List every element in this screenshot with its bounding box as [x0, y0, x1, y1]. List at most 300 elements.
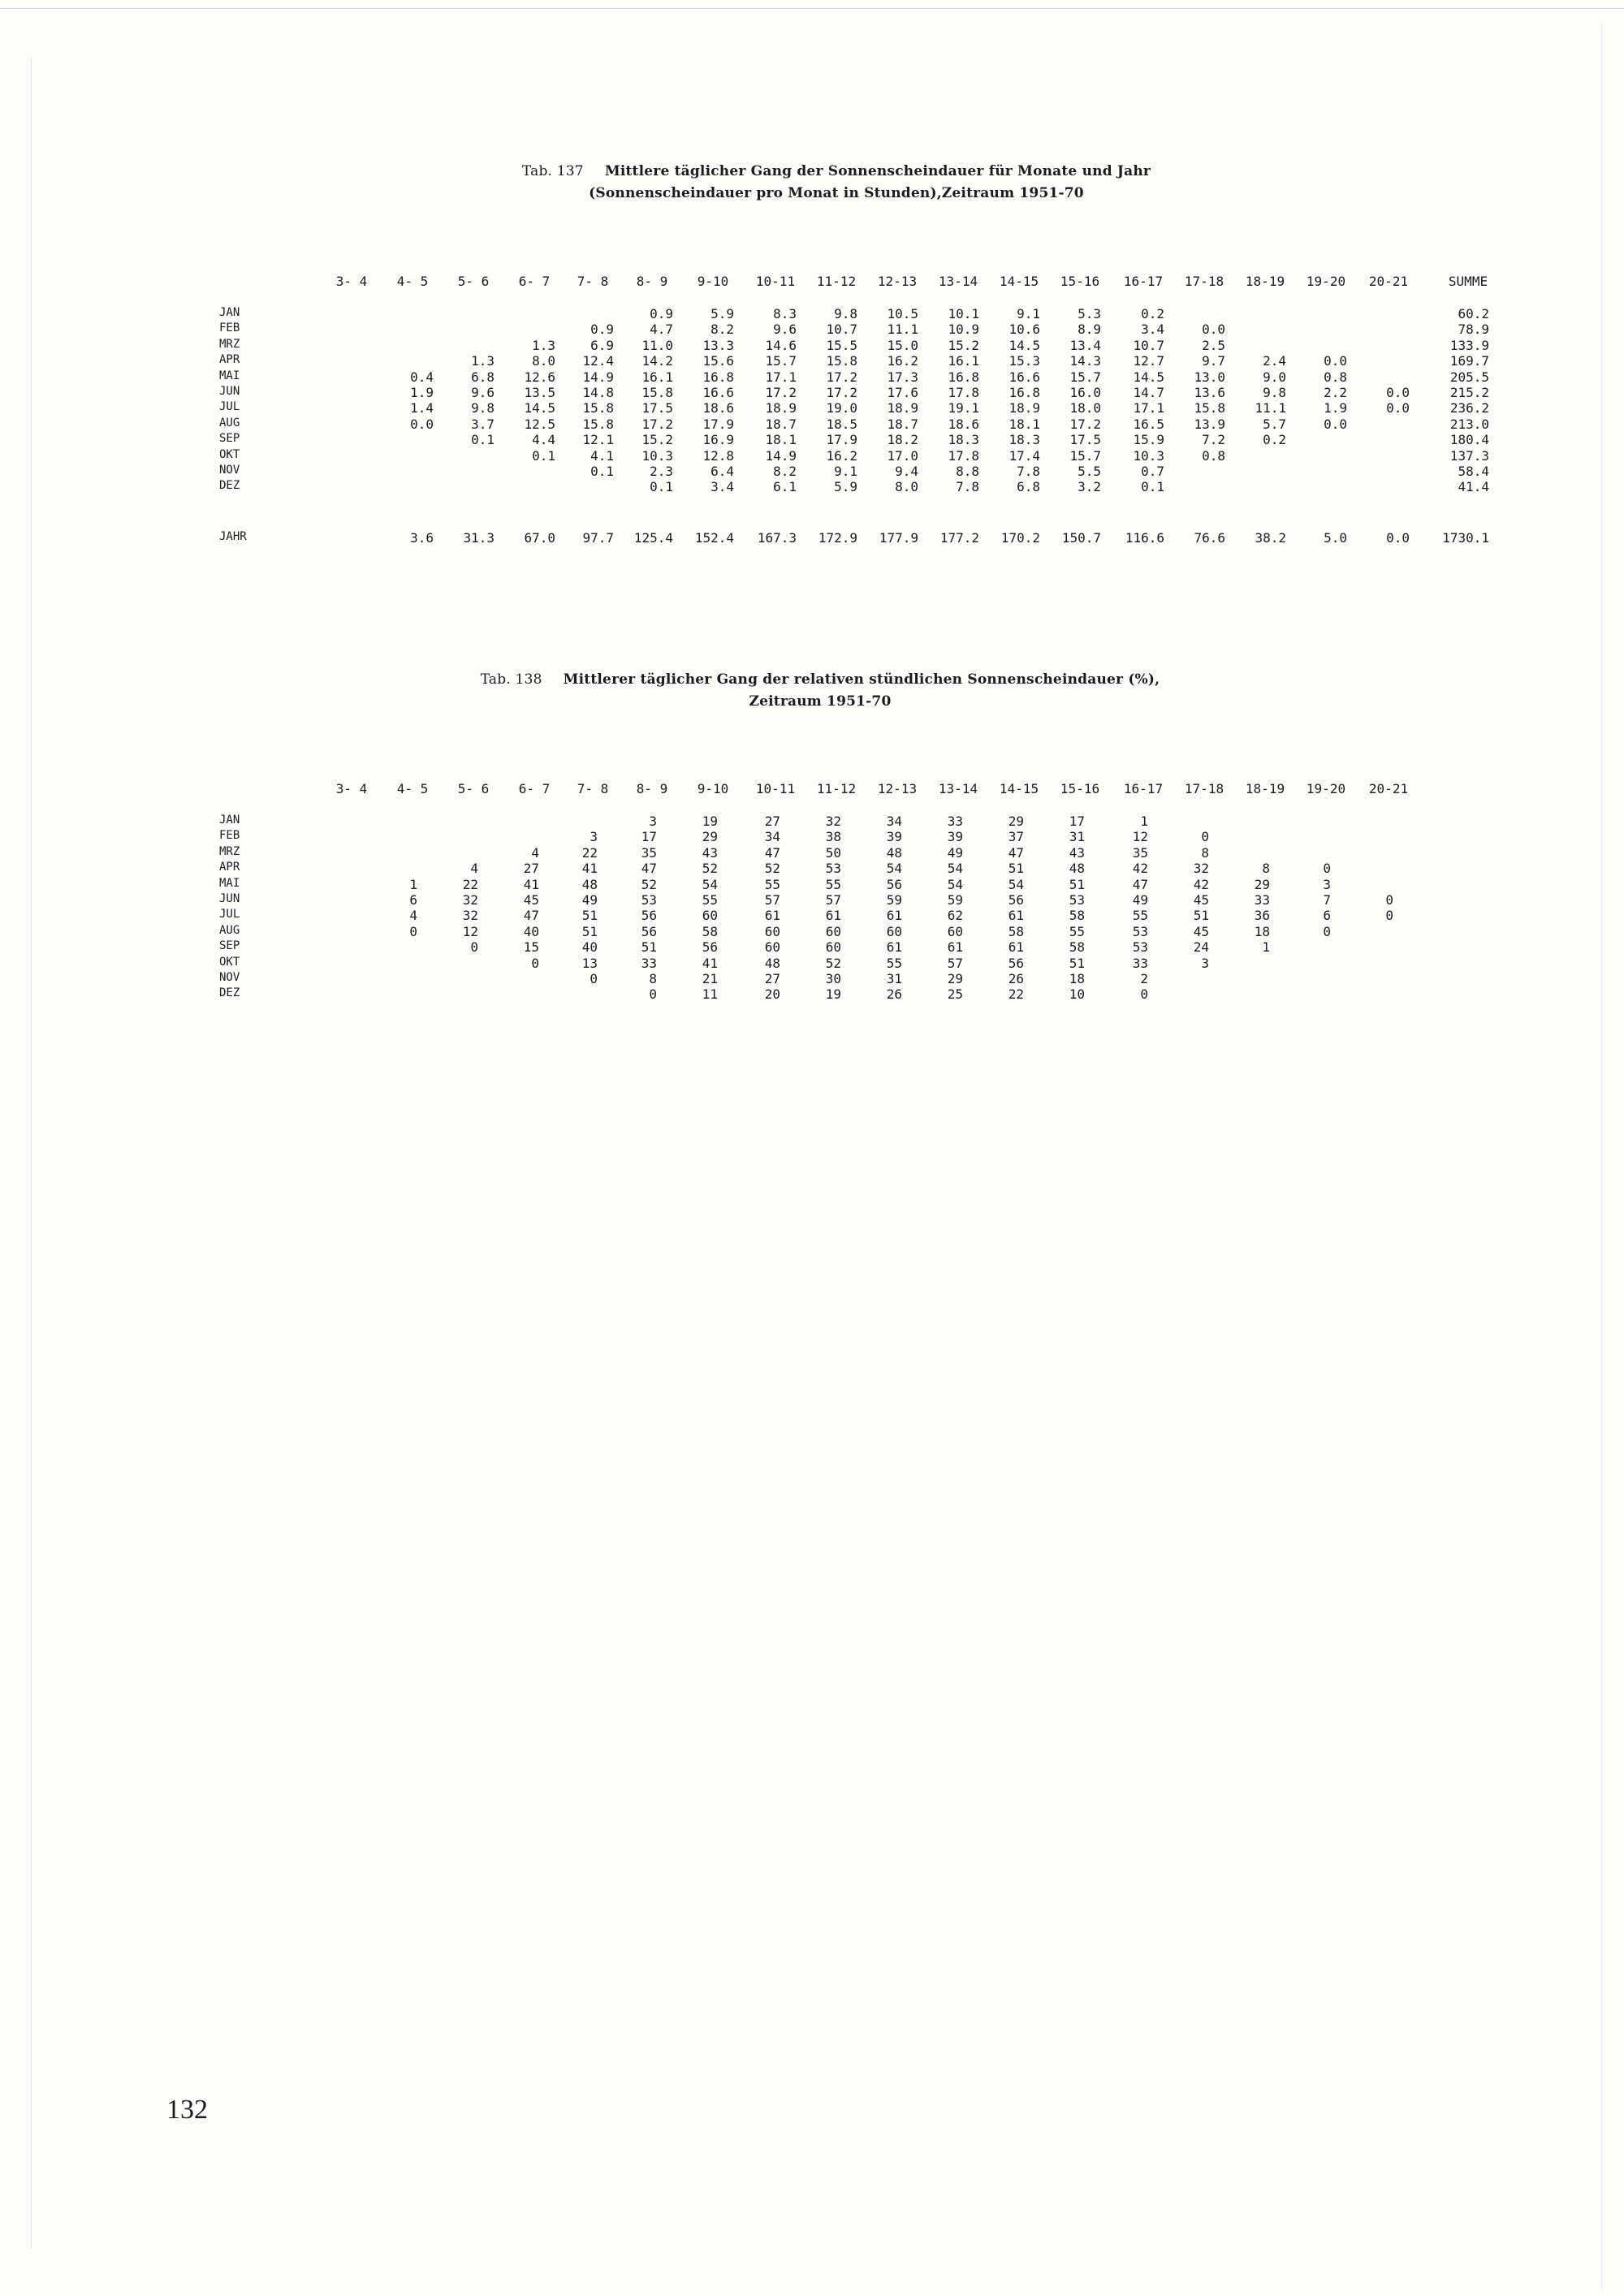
table-cell: 15.8: [641, 385, 673, 400]
table-cell: 60: [702, 908, 718, 924]
table-cell: 48: [764, 955, 780, 971]
table-cell: 54: [947, 876, 963, 892]
table-cell: 0.1: [650, 479, 673, 495]
table-cell: 8: [1262, 861, 1270, 877]
column-header: 19-20: [1306, 781, 1346, 796]
table-cell: 0.7: [1141, 464, 1164, 479]
table-cell: 18.3: [1009, 432, 1040, 448]
table-cell: 2.3: [650, 464, 673, 479]
table-cell: 29: [702, 829, 718, 845]
table-cell: 60: [825, 923, 841, 939]
table-cell: 16.8: [948, 369, 979, 385]
column-header: 3- 4: [335, 781, 368, 796]
table-cell: 26: [1008, 971, 1024, 986]
table-cell: 4: [470, 861, 478, 877]
column-header: 9-10: [697, 274, 729, 289]
table-cell: 8.2: [710, 322, 734, 338]
table-cell: 5.9: [710, 306, 734, 322]
table-cell: 172.9: [818, 530, 857, 546]
column-header: 6- 7: [518, 781, 551, 796]
column-header: 15-16: [1060, 274, 1100, 289]
table-cell: 60: [764, 939, 780, 956]
table-cell: 15.3: [1009, 353, 1040, 369]
table-cell: 18.5: [826, 416, 857, 432]
table-cell: 61: [1008, 939, 1024, 956]
row-label: AUG: [219, 416, 240, 429]
page-top-edge: [0, 8, 1624, 9]
table-cell: 51: [1069, 955, 1085, 971]
table-cell: 17.2: [1069, 416, 1101, 432]
table-cell: 0.9: [650, 306, 673, 322]
table-cell: 5.3: [1078, 306, 1101, 322]
table-cell: 55: [764, 876, 780, 892]
table-cell: 167.3: [757, 530, 797, 546]
row-label: APR: [219, 861, 240, 874]
table-cell: 15.9: [1133, 432, 1164, 448]
column-header: 6- 7: [518, 274, 551, 289]
table-cell: 16.1: [948, 353, 979, 369]
table-cell: 56: [641, 908, 657, 924]
table-cell: 0.2: [1263, 432, 1286, 448]
table-cell: 0: [1385, 908, 1393, 924]
row-label: SEP: [219, 939, 240, 953]
table-cell: 31: [886, 971, 902, 986]
table-cell: 12.1: [582, 432, 614, 448]
table-cell: 17.5: [641, 400, 673, 416]
column-header: 10-11: [755, 274, 796, 289]
row-label: SEP: [219, 432, 240, 446]
table-cell: 15.0: [887, 337, 918, 353]
row-label: DEZ: [219, 986, 240, 1000]
column-header: 14-15: [999, 781, 1039, 796]
row-label: JUL: [219, 400, 240, 414]
page-left-edge: [31, 57, 32, 2249]
table-cell: 0.1: [590, 464, 614, 479]
table-cell: 13: [581, 955, 598, 971]
table-cell: 16.5: [1133, 416, 1164, 432]
column-header: 17-18: [1184, 781, 1224, 796]
table-cell: 177.2: [939, 530, 979, 546]
table-cell: 38.2: [1255, 530, 1286, 546]
table-cell: 6: [409, 892, 417, 908]
row-label: MAI: [219, 369, 240, 382]
table-cell: 12.7: [1133, 353, 1164, 369]
table-cell: 12.8: [702, 447, 734, 464]
table-cell: 24: [1193, 939, 1209, 956]
column-header: 8- 9: [636, 781, 668, 796]
table-cell: 18.9: [765, 400, 797, 416]
table-cell: 10.7: [1133, 337, 1164, 353]
table-cell: 57: [947, 955, 963, 971]
row-label: NOV: [219, 971, 240, 984]
table-cell: 10.1: [948, 306, 979, 322]
table-cell: 18.1: [765, 432, 797, 448]
table-cell: 40: [581, 939, 598, 956]
table-cell: 0.0: [1324, 416, 1347, 432]
table-cell: 6.8: [471, 369, 495, 385]
table-cell: 16.8: [1009, 385, 1040, 400]
table-cell: 9.8: [1263, 385, 1286, 400]
table-cell: 54: [702, 876, 718, 892]
table-cell: 18.6: [702, 400, 734, 416]
row-label: OKT: [219, 447, 240, 461]
table-cell: 5.9: [834, 479, 857, 495]
table-cell: 58: [1008, 923, 1024, 939]
table-cell: 4.4: [532, 432, 555, 448]
table-cell: 17.3: [887, 369, 918, 385]
table-cell: 19.0: [826, 400, 857, 416]
table-cell: 9.4: [895, 464, 918, 479]
table-cell: 3: [1201, 955, 1209, 971]
table-cell: 0: [409, 923, 417, 939]
table-cell: 17.6: [887, 385, 918, 400]
table-cell: 4: [531, 844, 539, 861]
table-cell: 67.0: [524, 530, 555, 546]
table-cell: 9.7: [1202, 353, 1225, 369]
table-cell: 57: [764, 892, 780, 908]
table-cell: 11.1: [887, 322, 918, 338]
table-cell: 17.2: [765, 385, 797, 400]
table-cell: 34: [764, 829, 780, 845]
column-header: 16-17: [1123, 781, 1164, 796]
column-header: 11-12: [816, 274, 857, 289]
table-cell: 9.1: [1017, 306, 1040, 322]
table-cell: 14.2: [641, 353, 673, 369]
table-cell: 8.3: [773, 306, 797, 322]
table-cell: 14.5: [1133, 369, 1164, 385]
table-cell: 2.4: [1263, 353, 1286, 369]
table-cell: 11: [702, 986, 718, 1003]
row-label: JAHR: [219, 530, 247, 543]
row-label: FEB: [219, 829, 240, 843]
table-cell: 31: [1069, 829, 1085, 845]
table-cell: 3.4: [710, 479, 734, 495]
table-cell: 9.6: [471, 385, 495, 400]
table-cell: 21: [702, 971, 718, 986]
row-label: OKT: [219, 955, 240, 969]
table-cell: 9.8: [834, 306, 857, 322]
table-cell: 50: [825, 844, 841, 861]
table-cell: 19.1: [948, 400, 979, 416]
table-cell: 36: [1254, 908, 1270, 924]
table-cell: 51: [1193, 908, 1209, 924]
column-header: 12-13: [877, 781, 918, 796]
table-cell: 35: [641, 844, 657, 861]
table-cell: 52: [702, 861, 718, 877]
table-cell: 0: [649, 986, 657, 1003]
table-cell: 18.1: [1009, 416, 1040, 432]
column-header: 8- 9: [636, 274, 668, 289]
table-cell: 15.7: [1069, 369, 1101, 385]
table-cell: 0.1: [471, 432, 495, 448]
row-label: AUG: [219, 923, 240, 937]
table-cell: 13.4: [1069, 337, 1101, 353]
table-cell: 60: [825, 939, 841, 956]
table-cell: 2.5: [1202, 337, 1225, 353]
table-cell: 17.8: [948, 385, 979, 400]
table-cell: 0.0: [410, 416, 434, 432]
table-cell: 14.6: [765, 337, 797, 353]
table-cell: 20: [764, 986, 780, 1003]
table-cell: 53: [1069, 892, 1085, 908]
table-cell: 60: [947, 923, 963, 939]
table-cell: 17.9: [826, 432, 857, 448]
table-cell: 17.1: [765, 369, 797, 385]
table-cell: 14.9: [582, 369, 614, 385]
table-cell: 18.9: [1009, 400, 1040, 416]
table-cell: 53: [1132, 923, 1148, 939]
table-cell: 8.0: [895, 479, 918, 495]
table-cell: 37: [1008, 829, 1024, 845]
table-cell: 41: [581, 861, 598, 877]
table-cell: 18.9: [887, 400, 918, 416]
table-cell: 43: [702, 844, 718, 861]
table-cell: 0.8: [1324, 369, 1347, 385]
table-cell: 58: [1069, 939, 1085, 956]
table-cell: 25: [947, 986, 963, 1003]
table-cell: 15.7: [765, 353, 797, 369]
row-label: DEZ: [219, 479, 240, 493]
column-header: 17-18: [1184, 274, 1224, 289]
table-cell: 8.0: [532, 353, 555, 369]
table-cell: 15.6: [702, 353, 734, 369]
table-cell: 39: [947, 829, 963, 845]
page-number: 132: [166, 2095, 208, 2125]
table-cell: 78.9: [1458, 322, 1489, 338]
table-cell: 39: [886, 829, 902, 845]
table-cell: 27: [523, 861, 539, 877]
table-137-number: Tab. 137: [521, 163, 584, 179]
table-cell: 56: [702, 939, 718, 956]
table-cell: 22: [581, 844, 598, 861]
table-cell: 17.1: [1133, 400, 1164, 416]
table-cell: 10.5: [887, 306, 918, 322]
page-right-edge: [1601, 24, 1602, 2290]
table-cell: 14.7: [1133, 385, 1164, 400]
column-header: 4- 5: [396, 781, 429, 796]
column-header: 7- 8: [577, 781, 609, 796]
table-cell: 3: [1323, 876, 1331, 892]
table-cell: 17: [641, 829, 657, 845]
table-cell: 45: [1193, 923, 1209, 939]
row-label: JAN: [219, 306, 240, 319]
column-header: 10-11: [755, 781, 796, 796]
table-cell: 32: [462, 908, 478, 924]
row-label: JUN: [219, 385, 240, 398]
table-cell: 7.2: [1202, 432, 1225, 448]
column-header: SUMME: [1448, 274, 1488, 289]
table-cell: 170.2: [1000, 530, 1040, 546]
table-cell: 17.2: [826, 385, 857, 400]
table-cell: 0: [1140, 986, 1148, 1003]
table-cell: 32: [825, 814, 841, 829]
table-cell: 3.4: [1141, 322, 1164, 338]
table-cell: 97.7: [582, 530, 614, 546]
table-cell: 42: [1132, 861, 1148, 877]
table-cell: 13.3: [702, 337, 734, 353]
column-header: 7- 8: [577, 274, 609, 289]
column-header: 13-14: [938, 781, 978, 796]
table-cell: 5.5: [1078, 464, 1101, 479]
table-cell: 2.2: [1324, 385, 1347, 400]
table-cell: 180.4: [1449, 432, 1489, 448]
table-cell: 0: [1323, 923, 1331, 939]
table-cell: 1.3: [532, 337, 555, 353]
table-cell: 3: [649, 814, 657, 829]
table-cell: 59: [947, 892, 963, 908]
table-cell: 6.8: [1017, 479, 1040, 495]
table-cell: 45: [523, 892, 539, 908]
table-cell: 0.2: [1141, 306, 1164, 322]
table-cell: 47: [1132, 876, 1148, 892]
table-cell: 17.9: [702, 416, 734, 432]
table-cell: 48: [886, 844, 902, 861]
table-cell: 4.1: [590, 447, 614, 464]
column-header: 20-21: [1368, 781, 1409, 796]
table-cell: 11.0: [641, 337, 673, 353]
table-cell: 56: [1008, 892, 1024, 908]
table-cell: 26: [886, 986, 902, 1003]
table-cell: 1.4: [410, 400, 434, 416]
table-cell: 19: [702, 814, 718, 829]
table-cell: 19: [825, 986, 841, 1003]
table-cell: 4.7: [650, 322, 673, 338]
table-cell: 1: [1140, 814, 1148, 829]
table-cell: 9.6: [773, 322, 797, 338]
table-cell: 16.0: [1069, 385, 1101, 400]
table-cell: 12: [462, 923, 478, 939]
table-cell: 42: [1193, 876, 1209, 892]
table-cell: 9.0: [1263, 369, 1286, 385]
table-cell: 15.2: [641, 432, 673, 448]
table-cell: 30: [825, 971, 841, 986]
table-cell: 17.5: [1069, 432, 1101, 448]
table-cell: 51: [581, 923, 598, 939]
table-cell: 0.1: [532, 447, 555, 464]
table-cell: 55: [1069, 923, 1085, 939]
table-cell: 54: [1008, 876, 1024, 892]
table-cell: 16.2: [826, 447, 857, 464]
table-cell: 33: [1254, 892, 1270, 908]
row-label: NOV: [219, 464, 240, 477]
table-cell: 0.4: [410, 369, 434, 385]
table-cell: 10.3: [1133, 447, 1164, 464]
table-cell: 15.2: [948, 337, 979, 353]
table-cell: 12.6: [524, 369, 555, 385]
table-cell: 18.3: [948, 432, 979, 448]
column-header: 12-13: [877, 274, 918, 289]
table-cell: 10: [1069, 986, 1085, 1003]
table-cell: 55: [886, 955, 902, 971]
table-cell: 12: [1132, 829, 1148, 845]
table-cell: 6.1: [773, 479, 797, 495]
table-cell: 8.8: [956, 464, 979, 479]
table-cell: 3.6: [410, 530, 434, 546]
table-cell: 0.0: [1386, 385, 1410, 400]
table-cell: 61: [886, 908, 902, 924]
table-cell: 62: [947, 908, 963, 924]
table-cell: 6.9: [590, 337, 614, 353]
table-cell: 215.2: [1449, 385, 1489, 400]
table-cell: 8: [1201, 844, 1209, 861]
table-cell: 61: [764, 908, 780, 924]
table-cell: 53: [641, 892, 657, 908]
table-cell: 35: [1132, 844, 1148, 861]
table-cell: 3.7: [471, 416, 495, 432]
table-cell: 6.4: [710, 464, 734, 479]
table-cell: 16.1: [641, 369, 673, 385]
table-cell: 16.6: [1009, 369, 1040, 385]
table-cell: 150.7: [1061, 530, 1101, 546]
table-cell: 60.2: [1458, 306, 1489, 322]
column-header: 9-10: [697, 781, 729, 796]
table-cell: 205.5: [1449, 369, 1489, 385]
table-cell: 7.8: [956, 479, 979, 495]
table-138-caption: [0, 671, 1624, 710]
table-cell: 17.4: [1009, 447, 1040, 464]
table-cell: 58: [1069, 908, 1085, 924]
table-cell: 58: [702, 923, 718, 939]
table-cell: 3: [590, 829, 598, 845]
table-cell: 1730.1: [1442, 530, 1489, 546]
table-cell: 15.8: [582, 416, 614, 432]
table-cell: 2: [1140, 971, 1148, 986]
table-cell: 7: [1323, 892, 1331, 908]
row-label: APR: [219, 353, 240, 367]
column-header: 18-19: [1245, 274, 1285, 289]
table-cell: 15: [523, 939, 539, 956]
table-cell: 10.6: [1009, 322, 1040, 338]
column-header: 14-15: [999, 274, 1039, 289]
table-cell: 0.0: [1386, 400, 1410, 416]
table-cell: 18.0: [1069, 400, 1101, 416]
table-cell: 38: [825, 829, 841, 845]
table-cell: 51: [1008, 861, 1024, 877]
table-cell: 13.9: [1194, 416, 1225, 432]
table-cell: 29: [1254, 876, 1270, 892]
table-cell: 56: [1008, 955, 1024, 971]
table-cell: 48: [581, 876, 598, 892]
table-cell: 0: [590, 971, 598, 986]
row-label: MRZ: [219, 337, 240, 351]
table-cell: 34: [886, 814, 902, 829]
table-cell: 15.8: [826, 353, 857, 369]
table-cell: 17.8: [948, 447, 979, 464]
table-cell: 55: [1132, 908, 1148, 924]
table-cell: 137.3: [1449, 447, 1489, 464]
table-cell: 0: [531, 955, 539, 971]
table-cell: 9.1: [834, 464, 857, 479]
table-cell: 32: [1193, 861, 1209, 877]
table-cell: 49: [947, 844, 963, 861]
row-label: MRZ: [219, 844, 240, 858]
table-cell: 13.0: [1194, 369, 1225, 385]
table-cell: 61: [1008, 908, 1024, 924]
table-cell: 55: [825, 876, 841, 892]
table-cell: 16.8: [702, 369, 734, 385]
column-header: 15-16: [1060, 781, 1100, 796]
table-cell: 47: [641, 861, 657, 877]
column-header: 5- 6: [457, 274, 490, 289]
table-cell: 18.6: [948, 416, 979, 432]
table-cell: 59: [886, 892, 902, 908]
table-cell: 60: [764, 923, 780, 939]
table-cell: 51: [641, 939, 657, 956]
table-cell: 1: [409, 876, 417, 892]
column-header: 16-17: [1123, 274, 1164, 289]
table-cell: 41: [523, 876, 539, 892]
table-cell: 29: [947, 971, 963, 986]
